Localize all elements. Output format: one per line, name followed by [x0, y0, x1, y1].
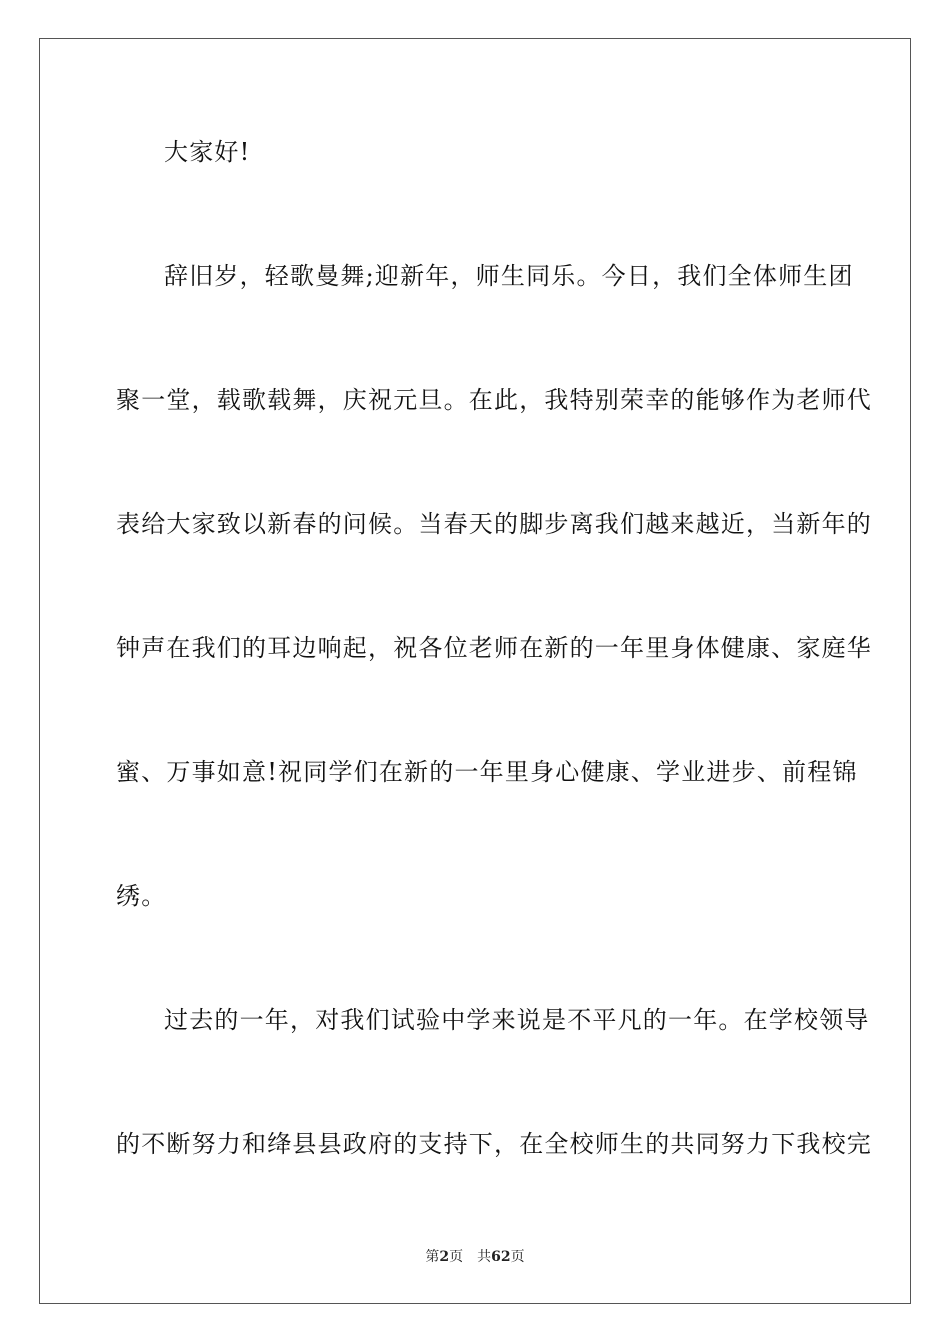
paragraph-1-line-5: 蜜、万事如意!祝同学们在新的一年里身心健康、学业进步、前程锦	[116, 758, 858, 786]
paragraph-1-line-4: 钟声在我们的耳边响起，祝各位老师在新的一年里身体健康、家庭华	[116, 634, 872, 662]
total-page-count: 62	[491, 1249, 511, 1265]
current-page-number: 2	[439, 1249, 450, 1265]
paragraph-1-line-3: 表给大家致以新春的问候。当春天的脚步离我们越来越近，当新年的	[116, 510, 872, 538]
page-footer	[0, 1248, 950, 1266]
paragraph-1-line-2: 聚一堂，载歌载舞，庆祝元旦。在此，我特别荣幸的能够作为老师代	[116, 386, 872, 414]
greeting-line: 大家好!	[164, 138, 251, 166]
page-frame	[39, 38, 911, 1304]
paragraph-1-line-6: 绣。	[116, 882, 167, 910]
paragraph-2-line-2: 的不断努力和绛县县政府的支持下，在全校师生的共同努力下我校完	[116, 1130, 872, 1158]
paragraph-2-line-1: 过去的一年，对我们试验中学来说是不平凡的一年。在学校领导	[164, 1006, 870, 1034]
total-unit: 页	[510, 1249, 525, 1265]
page-unit: 页	[449, 1249, 464, 1265]
total-prefix: 共	[477, 1249, 492, 1265]
paragraph-1-line-1: 辞旧岁，轻歌曼舞;迎新年，师生同乐。今日，我们全体师生团	[164, 262, 854, 290]
page-prefix: 第	[425, 1249, 440, 1265]
